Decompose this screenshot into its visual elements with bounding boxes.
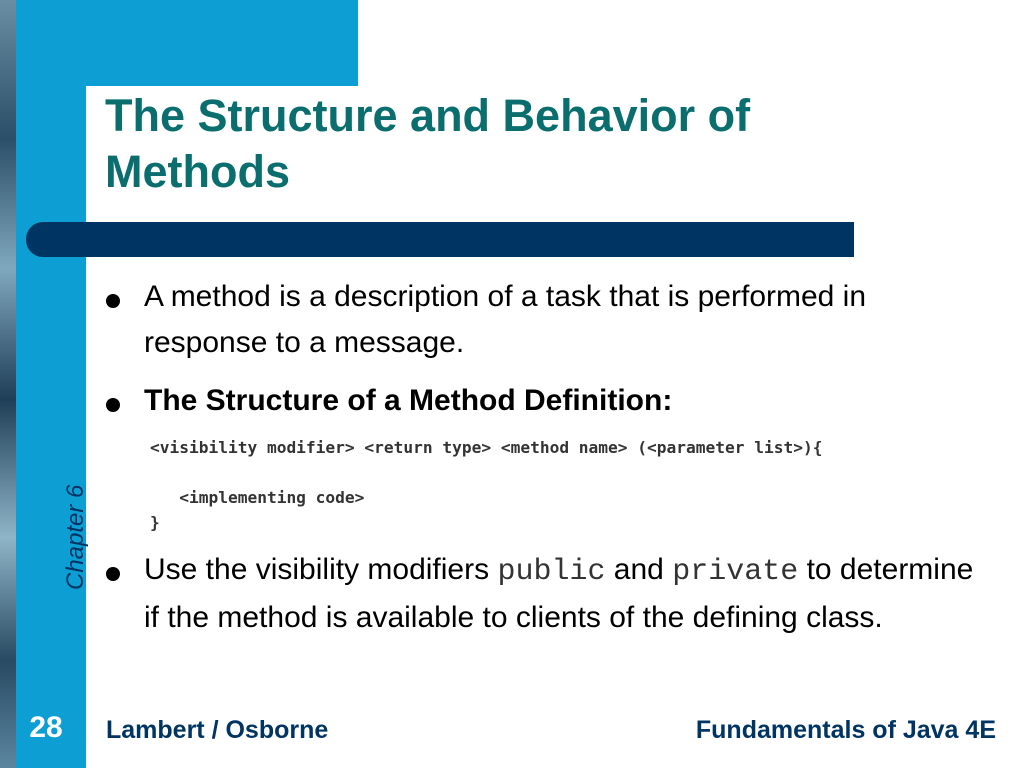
- top-accent-band: [16, 0, 358, 86]
- bullet-text-segment: Use the visibility modifiers: [144, 553, 498, 586]
- title-underline-bar: [26, 222, 854, 257]
- bullet-item: [106, 378, 996, 424]
- bullet-dot-icon: [106, 294, 120, 308]
- bullet-text: The Structure of a Method Definition:: [144, 384, 673, 417]
- footer-book-title: Fundamentals of Java 4E: [695, 716, 996, 744]
- code-keyword-private: private: [672, 555, 799, 589]
- bullet-text-segment: and: [605, 553, 673, 586]
- bullet-text: A method is a description of a task that is performed in response to a message.: [144, 280, 867, 359]
- bullet-item: [106, 547, 996, 641]
- bullet-item: [106, 274, 996, 366]
- slide-title: The Structure and Behavior of Methods: [105, 90, 751, 197]
- code-keyword-public: public: [497, 555, 606, 589]
- bullet-text-segment: to determine if the method is available to clients of the defining class.: [144, 553, 974, 634]
- left-decorative-strip: [0, 0, 16, 768]
- bullet-dot-icon: [106, 567, 120, 581]
- footer-authors: Lambert / Osborne: [106, 716, 329, 744]
- code-line: <implementing code>: [150, 488, 365, 507]
- bullet-text: [144, 547, 996, 641]
- code-line: <visibility modifier> <return type> <method name> (<parameter list>){: [150, 438, 823, 457]
- bullet-dot-icon: [106, 398, 120, 412]
- page-number: 28: [18, 706, 74, 750]
- left-accent-band: [16, 0, 86, 768]
- chapter-label: Chapter 6: [62, 484, 89, 590]
- code-line: }: [150, 513, 160, 532]
